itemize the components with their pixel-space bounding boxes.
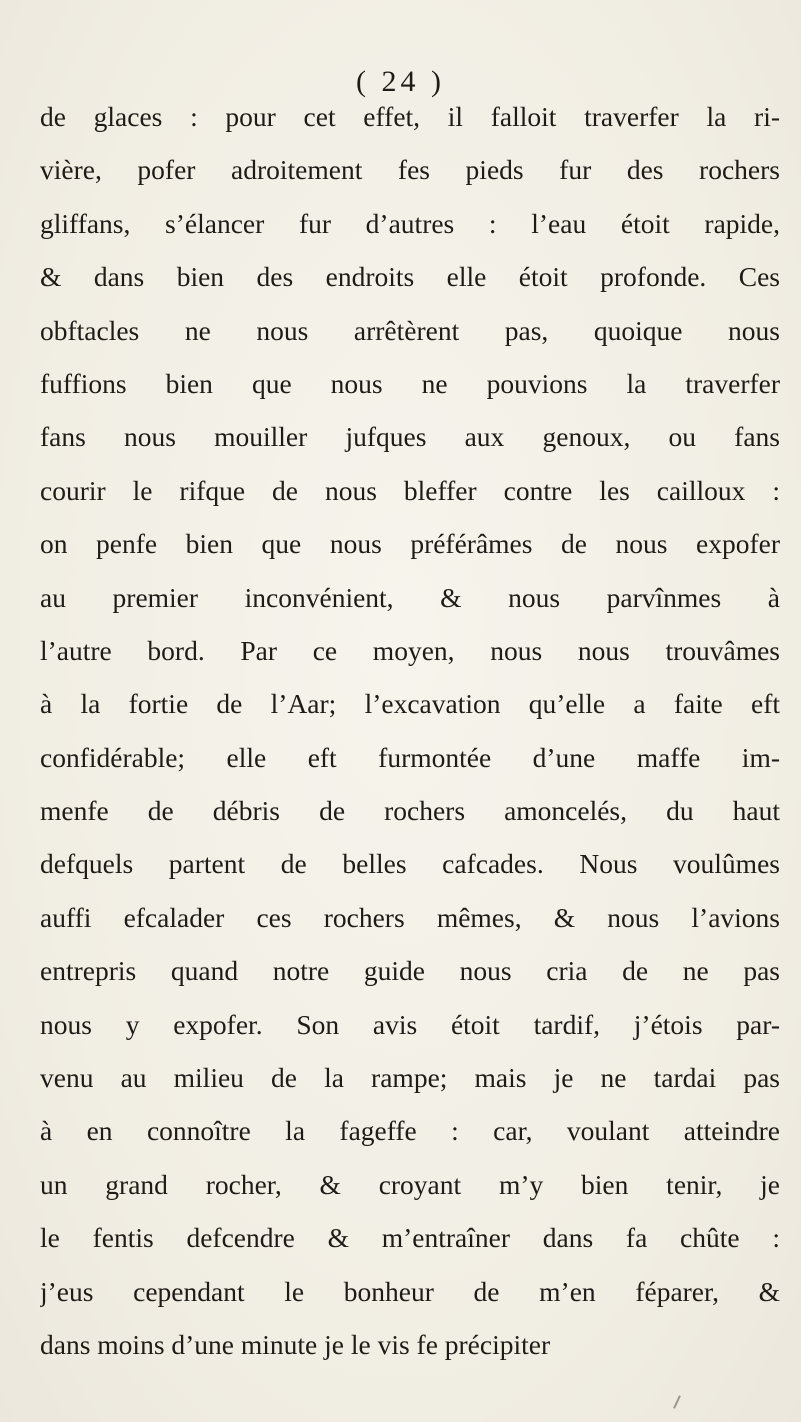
text-line: & dans bien des endroits elle étoit profonde. Ces — [40, 261, 780, 293]
text-line: auffi efcalader ces rochers mêmes, & nous l’avions — [40, 901, 780, 933]
text-line: au premier inconvénient, & nous parvînmes à — [40, 581, 780, 613]
page-number: ( 24 ) — [356, 65, 445, 98]
text-line: l’autre bord. Par ce moyen, nous nous trouvâmes — [40, 634, 780, 666]
text-line: confidérable; elle eft furmontée d’une maffe im- — [40, 741, 780, 773]
text-line: j’eus cependant le bonheur de m’en féparer, & — [40, 1275, 780, 1307]
text-line: vière, pofer adroitement fes pieds fur des rochers — [40, 154, 780, 186]
text-line: de glaces : pour cet effet, il falloit traverfer la ri- — [40, 101, 780, 132]
text-line: courir le rifque de nous bleffer contre les cailloux : — [40, 474, 780, 506]
text-line: menfe de débris de rochers amoncelés, du haut — [40, 795, 780, 827]
text-line: obftacles ne nous arrêtèrent pas, quoique nous — [40, 314, 780, 346]
text-line: nous y expofer. Son avis étoit tardif, j’étois par- — [40, 1008, 780, 1040]
text-line: à en connoître la fageffe : car, voulant atteindre — [40, 1115, 780, 1147]
text-line: fans nous mouiller jufques aux genoux, ou fans — [40, 421, 780, 453]
text-line: defquels partent de belles cafcades. Nous voulûmes — [40, 848, 780, 880]
paper-speck — [673, 1395, 681, 1409]
text-line: venu au milieu de la rampe; mais je ne tardai pas — [40, 1062, 780, 1094]
text-line-last: dans moins d’une minute je le vis fe précipiter — [40, 1328, 551, 1360]
text-line: fuffions bien que nous ne pouvions la traverfer — [40, 367, 780, 399]
text-line: gliffans, s’élancer fur d’autres : l’eau étoit rapide, — [40, 207, 780, 239]
body-text — [40, 90, 780, 1371]
text-line: un grand rocher, & croyant m’y bien tenir, je — [40, 1168, 780, 1200]
text-line: le fentis defcendre & m’entraîner dans fa chûte : — [40, 1222, 780, 1254]
text-line: on penfe bien que nous préférâmes de nous expofer — [40, 528, 780, 560]
text-line: à la fortie de l’Aar; l’excavation qu’elle a faite eft — [40, 688, 780, 720]
text-line: entrepris quand notre guide nous cria de ne pas — [40, 955, 780, 987]
